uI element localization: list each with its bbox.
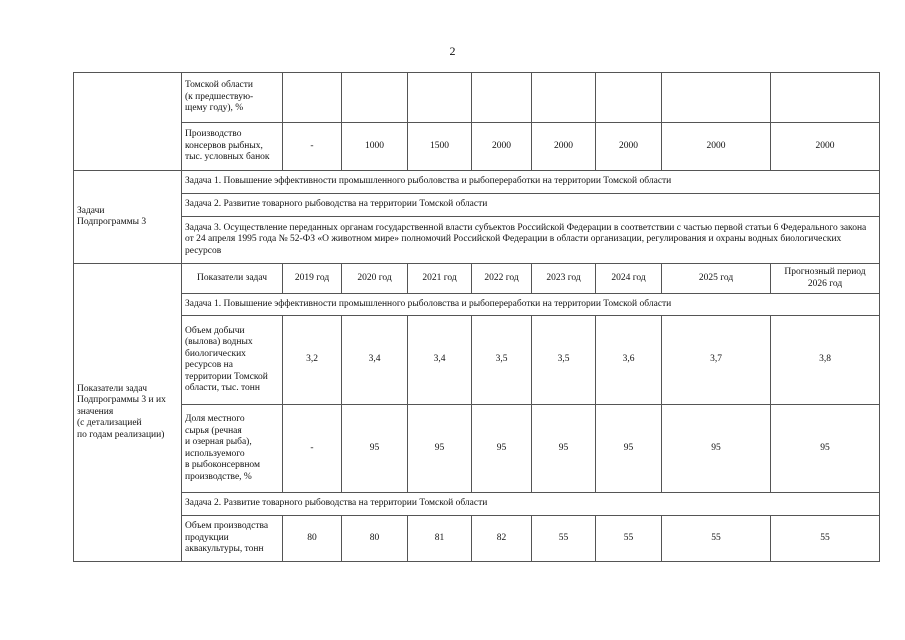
value-cell <box>283 73 342 123</box>
indicator-label: Объем добычи (вылова) водных биологических ресурсов на территории Томской области, тыс. тонн <box>182 316 283 405</box>
value-cell: 3,4 <box>408 316 472 405</box>
value-cell: 3,7 <box>662 316 771 405</box>
task-text: Задача 1. Повышение эффективности промышленного рыболовства и рыбопереработки на территории Томской области <box>182 171 880 194</box>
value-cell <box>662 73 771 123</box>
table-row <box>74 493 880 516</box>
value-cell: 2000 <box>596 123 662 171</box>
indicator-label: Производство консервов рыбных, тыс. условных банок <box>182 123 283 171</box>
value-cell: 95 <box>771 405 880 493</box>
value-cell: 3,2 <box>283 316 342 405</box>
value-cell: 55 <box>596 516 662 562</box>
value-cell: - <box>283 123 342 171</box>
task-title: Задача 1. Повышение эффективности промышленного рыболовства и рыбопереработки на территории Томской области <box>182 294 880 316</box>
value-cell <box>408 73 472 123</box>
table-row <box>74 73 880 123</box>
column-header: 2024 год <box>596 264 662 294</box>
value-cell: 3,8 <box>771 316 880 405</box>
table-row <box>74 405 880 493</box>
column-header: Показатели задач <box>182 264 283 294</box>
column-header: 2025 год <box>662 264 771 294</box>
tasks-section-label: Задачи Подпрограммы 3 <box>74 171 182 264</box>
page-number: 2 <box>449 44 456 58</box>
value-cell: 95 <box>342 405 408 493</box>
value-cell: 2000 <box>662 123 771 171</box>
table-row <box>74 194 880 217</box>
value-cell: 95 <box>408 405 472 493</box>
table-row <box>74 123 880 171</box>
value-cell: 95 <box>532 405 596 493</box>
value-cell <box>596 73 662 123</box>
program-table <box>73 72 880 562</box>
value-cell <box>532 73 596 123</box>
value-cell: 95 <box>662 405 771 493</box>
value-cell: 3,4 <box>342 316 408 405</box>
value-cell: 95 <box>472 405 532 493</box>
column-header: Прогнозный период 2026 год <box>771 264 880 294</box>
value-cell: 3,5 <box>532 316 596 405</box>
column-header: 2023 год <box>532 264 596 294</box>
table-row <box>74 294 880 316</box>
value-cell <box>771 73 880 123</box>
column-header: 2021 год <box>408 264 472 294</box>
table-row <box>74 316 880 405</box>
value-cell: 55 <box>771 516 880 562</box>
task-text: Задача 2. Развитие товарного рыбоводства на территории Томской области <box>182 194 880 217</box>
value-cell: 3,6 <box>596 316 662 405</box>
value-cell: - <box>283 405 342 493</box>
value-cell: 1000 <box>342 123 408 171</box>
value-cell: 95 <box>596 405 662 493</box>
value-cell: 80 <box>283 516 342 562</box>
column-header: 2020 год <box>342 264 408 294</box>
indicator-label: Объем производства продукции аквакультуры, тонн <box>182 516 283 562</box>
table-row <box>74 171 880 194</box>
table-row <box>74 217 880 264</box>
value-cell: 82 <box>472 516 532 562</box>
value-cell <box>472 73 532 123</box>
indicator-label: Доля местного сырья (речная и озерная рыба), используемого в рыбоконсервном производстве, % <box>182 405 283 493</box>
value-cell: 1500 <box>408 123 472 171</box>
value-cell: 2000 <box>532 123 596 171</box>
value-cell: 2000 <box>472 123 532 171</box>
task-text: Задача 3. Осуществление переданных органам государственной власти субъектов Российской Федерации в соответствии с частью первой статьи 6 Федерального закона от 24 апреля 1995 года № 52-ФЗ «О животном мире» полномочий Российской Федерации в области организации, регулирования и охраны водных биологических ресурсов <box>182 217 880 264</box>
indicators-section-label: Показатели задач Подпрограммы 3 и их значения (с детализацией по годам реализации) <box>74 264 182 562</box>
empty-cell <box>74 73 182 171</box>
indicator-label: Томской области (к предшествую- щему году), % <box>182 73 283 123</box>
value-cell: 55 <box>532 516 596 562</box>
value-cell: 80 <box>342 516 408 562</box>
column-header: 2022 год <box>472 264 532 294</box>
column-header: 2019 год <box>283 264 342 294</box>
table-row <box>74 516 880 562</box>
value-cell: 3,5 <box>472 316 532 405</box>
value-cell <box>342 73 408 123</box>
value-cell: 81 <box>408 516 472 562</box>
table-header-row <box>74 264 880 294</box>
value-cell: 55 <box>662 516 771 562</box>
task-title: Задача 2. Развитие товарного рыбоводства на территории Томской области <box>182 493 880 516</box>
value-cell: 2000 <box>771 123 880 171</box>
